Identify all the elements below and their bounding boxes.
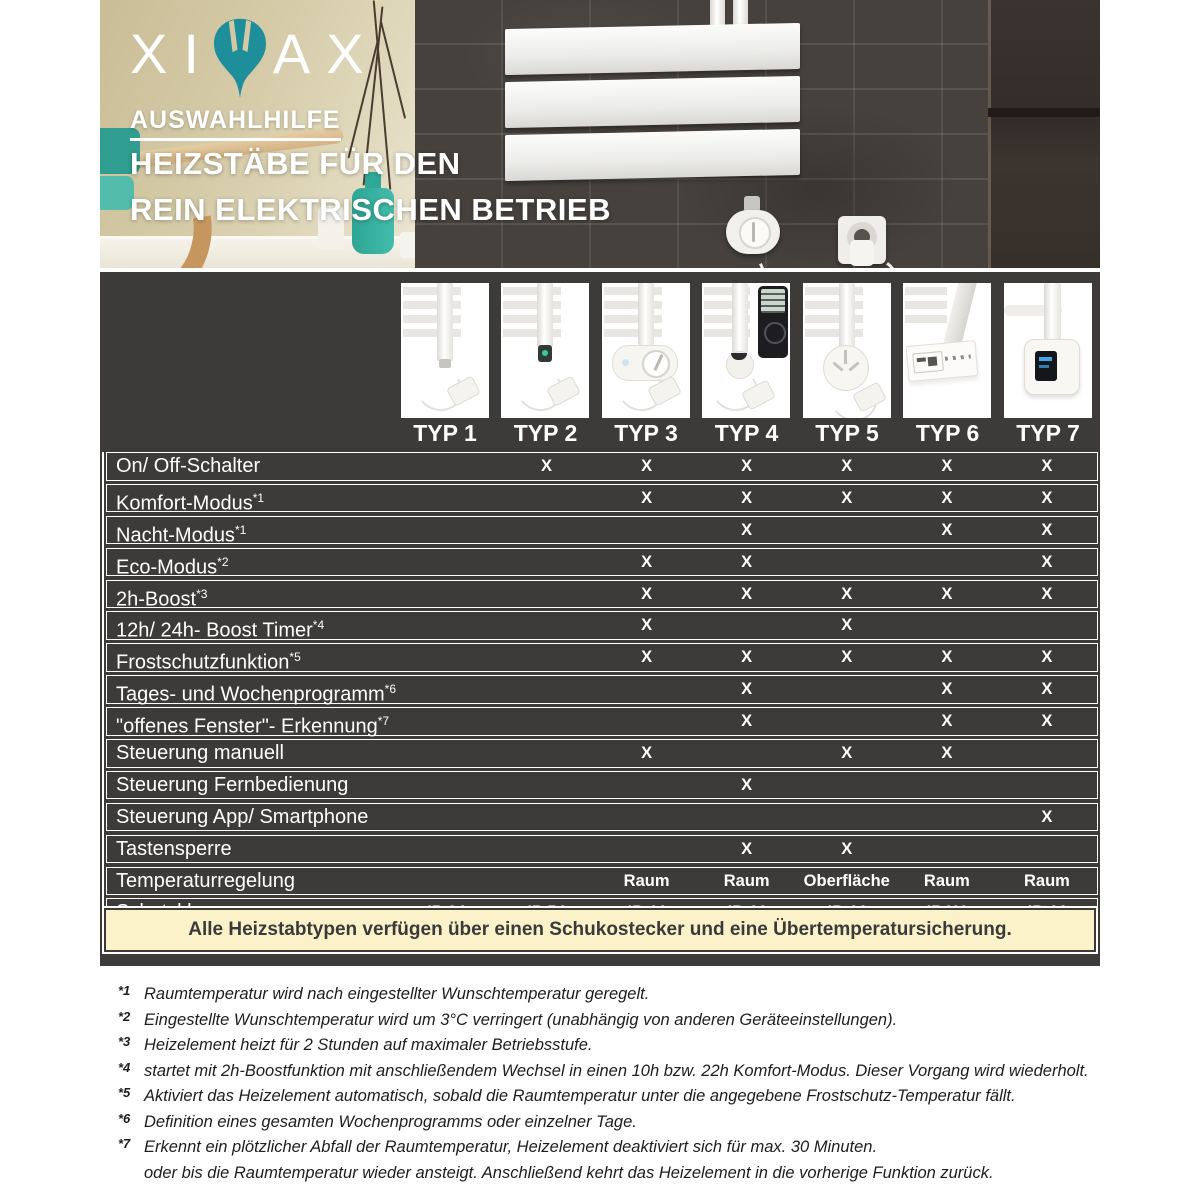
type-header: TYP 6 bbox=[915, 420, 980, 446]
feature-cell: X bbox=[841, 457, 853, 475]
heating-rod bbox=[537, 283, 553, 347]
feature-cell bbox=[797, 708, 897, 735]
table-row bbox=[106, 452, 1098, 481]
feature-cell: X bbox=[941, 648, 953, 667]
footnote-marker: *2 bbox=[118, 1008, 131, 1024]
footnote-marker: *1 bbox=[118, 983, 131, 998]
feature-cell: X bbox=[1041, 552, 1053, 571]
footnote-line bbox=[118, 1110, 1098, 1131]
type-header: TYP 1 bbox=[413, 420, 477, 446]
feature-cell bbox=[396, 517, 496, 544]
table-row bbox=[106, 516, 1098, 545]
logo-text-left: XI bbox=[130, 22, 215, 85]
feature-cell: X bbox=[941, 584, 953, 603]
heating-rod bbox=[732, 283, 748, 353]
feature-label: Tastensperre bbox=[116, 837, 232, 860]
feature-cell: Raum bbox=[1023, 871, 1070, 890]
footnote-text: oder bis die Raumtemperatur wieder ansteigt. Anschließend kehrt das Heizelement in die vorherige Funktion zurück. bbox=[144, 1163, 994, 1182]
footnote-marker: *6 bbox=[118, 1110, 131, 1126]
feature-cell: X bbox=[641, 457, 653, 475]
feature-cell: X bbox=[741, 520, 753, 539]
heating-rod bbox=[638, 283, 654, 345]
feature-cell bbox=[496, 549, 596, 576]
table-row bbox=[106, 580, 1098, 609]
feature-label: Nacht-Modus$^{*1}$ bbox=[116, 522, 247, 547]
table-row bbox=[106, 771, 1098, 800]
feature-cell bbox=[496, 485, 596, 512]
footnote-marker: *6 bbox=[384, 682, 396, 697]
logo-text-right: AX bbox=[272, 22, 380, 85]
feature-cell bbox=[797, 549, 897, 576]
radiator-panel bbox=[505, 23, 800, 75]
dark-cabinet bbox=[988, 0, 1100, 268]
feature-label: 12h/ 24h- Boost Timer$^{*4}$ bbox=[116, 618, 325, 643]
radiator-panel bbox=[505, 76, 800, 128]
feature-cell bbox=[797, 772, 897, 799]
footnote-line bbox=[118, 1085, 1098, 1105]
feature-label: On/ Off-Schalter bbox=[116, 455, 261, 477]
feature-cell: Raum bbox=[923, 871, 970, 890]
type-header: TYP 4 bbox=[714, 420, 779, 446]
feature-cell bbox=[697, 804, 797, 831]
table-row bbox=[106, 611, 1098, 643]
feature-cell: X bbox=[941, 744, 953, 763]
feature-cell: X bbox=[1041, 488, 1053, 507]
feature-cell: X bbox=[541, 457, 553, 475]
footnote-text: Heizelement heizt für 2 Stunden auf maximaler Betriebsstufe. bbox=[144, 1036, 593, 1054]
footnote-marker: *7 bbox=[118, 1136, 131, 1151]
feature-label: 2h-Boost$^{*3}$ bbox=[116, 586, 208, 611]
feature-cell bbox=[797, 804, 897, 831]
feature-cell: X bbox=[1041, 584, 1053, 603]
footnote-text: Erkennt ein plötzlicher Abfall der Raumtemperatur, Heizelement deaktiviert sich für max. 30 Minuten. bbox=[144, 1138, 878, 1156]
footnote-marker: *4 bbox=[118, 1059, 131, 1075]
feature-cell: X bbox=[841, 488, 853, 507]
footnote-line bbox=[118, 1008, 1098, 1029]
footnote-marker bbox=[118, 1162, 144, 1179]
feature-cell bbox=[797, 517, 897, 544]
feature-cell bbox=[797, 676, 897, 703]
feature-label: Tages- und Wochenprogramm$^{*6}$ bbox=[116, 682, 396, 706]
footnote-marker: *3 bbox=[118, 1034, 131, 1049]
feature-cell bbox=[496, 676, 596, 703]
feature-cell bbox=[897, 772, 997, 799]
radiator-rungs bbox=[905, 287, 947, 329]
feature-cell bbox=[697, 740, 797, 767]
footnote-line bbox=[118, 1059, 1098, 1080]
feature-cell: X bbox=[941, 488, 953, 507]
table-row bbox=[106, 548, 1098, 577]
feature-cell bbox=[597, 772, 697, 799]
table-row bbox=[106, 643, 1098, 672]
note-frame bbox=[102, 906, 1098, 954]
table-row bbox=[106, 707, 1098, 736]
feature-cell: X bbox=[741, 457, 753, 475]
feature-cell bbox=[496, 581, 596, 608]
feature-cell bbox=[496, 836, 596, 863]
feature-cell bbox=[396, 836, 496, 863]
type-header: TYP 7 bbox=[1016, 420, 1080, 446]
footnote-marker: *5 bbox=[289, 650, 301, 665]
feature-cell: X bbox=[641, 488, 653, 507]
feature-cell bbox=[396, 581, 496, 608]
element-dial-slot bbox=[752, 222, 755, 242]
footnote-text: Definition eines gesamten Wochenprogramms oder einzelner Tage. bbox=[144, 1112, 637, 1131]
feature-cell: X bbox=[741, 488, 753, 507]
feature-cell: X bbox=[941, 712, 953, 731]
feature-label: Steuerung App/ Smartphone bbox=[116, 805, 369, 828]
radiator-panel bbox=[505, 129, 800, 181]
feature-cell bbox=[496, 804, 596, 831]
feature-cell bbox=[396, 676, 496, 703]
feature-cell: X bbox=[1041, 520, 1053, 539]
footnote-marker: *1 bbox=[234, 522, 247, 537]
footnote-line bbox=[118, 1034, 1098, 1054]
feature-cell bbox=[396, 485, 496, 512]
feature-cell bbox=[496, 868, 596, 895]
feature-cell bbox=[396, 612, 496, 639]
feature-cell: Raum bbox=[623, 871, 670, 890]
footnote-text: startet mit 2h-Boostfunktion mit anschließendem Wechsel in einen 10h bzw. 22h Komfort-Modus. Dieser Vorgang wird wiederholt. bbox=[144, 1061, 1089, 1080]
feature-cell bbox=[597, 836, 697, 863]
type-header: TYP 3 bbox=[614, 420, 678, 446]
feature-cell: X bbox=[741, 839, 753, 858]
product-image-typ-3 bbox=[602, 283, 690, 418]
product-image-typ-4 bbox=[702, 283, 790, 418]
ximax-logo bbox=[130, 14, 380, 102]
feature-cell bbox=[396, 549, 496, 576]
footnote-text: Aktiviert das Heizelement automatisch, sobald die Raumtemperatur unter die angegebene Frostschutz-Temperatur fällt. bbox=[144, 1087, 1016, 1105]
feature-label: Steuerung Fernbedienung bbox=[116, 773, 349, 796]
wall-socket bbox=[838, 216, 886, 264]
footnotes bbox=[118, 983, 1098, 1190]
feature-label: Steuerung manuell bbox=[116, 742, 284, 765]
feature-cell: Oberfläche bbox=[803, 871, 890, 890]
feature-cell: X bbox=[841, 744, 853, 763]
hero-eyebrow: AUSWAHLHILFE bbox=[130, 106, 341, 141]
feature-cell bbox=[897, 836, 997, 863]
feature-cell: X bbox=[641, 552, 653, 571]
heating-rod bbox=[1044, 283, 1061, 345]
feature-label: Temperaturregelung bbox=[116, 869, 295, 892]
footnote-marker: *7 bbox=[377, 714, 390, 729]
table-row bbox=[106, 803, 1098, 832]
ximax-m-icon bbox=[209, 16, 271, 102]
heating-rod bbox=[437, 283, 453, 361]
feature-cell bbox=[597, 517, 697, 544]
type-header: TYP 5 bbox=[815, 420, 879, 446]
product-image-typ-2 bbox=[501, 283, 589, 418]
product-image-typ-5 bbox=[803, 283, 891, 418]
hero-banner bbox=[100, 0, 1100, 268]
remote-control bbox=[758, 286, 788, 358]
feature-cell: X bbox=[841, 616, 853, 635]
box-display bbox=[1035, 351, 1057, 381]
indicator-switch bbox=[538, 345, 552, 362]
feature-cell: X bbox=[741, 584, 753, 603]
feature-cell bbox=[396, 772, 496, 799]
footnote-line bbox=[118, 983, 1098, 1003]
feature-cell: X bbox=[741, 680, 753, 699]
feature-label: Komfort-Modus$^{*1}$ bbox=[116, 490, 265, 515]
feature-cell: X bbox=[941, 680, 953, 699]
feature-rows bbox=[102, 452, 1102, 930]
footnote-line bbox=[118, 1136, 1098, 1156]
footnote-marker: *3 bbox=[196, 586, 208, 601]
footnote-marker: *1 bbox=[252, 490, 265, 505]
feature-cell bbox=[496, 517, 596, 544]
feature-cell: X bbox=[841, 584, 853, 603]
feature-cell: X bbox=[1041, 457, 1053, 475]
feature-cell bbox=[697, 612, 797, 639]
feature-cell bbox=[496, 772, 596, 799]
table-row bbox=[106, 835, 1098, 864]
flat-panel-radiator bbox=[505, 26, 800, 198]
table-row bbox=[106, 867, 1098, 896]
feature-cell: X bbox=[841, 648, 853, 667]
feature-label: Eco-Modus$^{*2}$ bbox=[116, 554, 229, 579]
feature-cell: X bbox=[641, 648, 653, 667]
footnote-text: Eingestellte Wunschtemperatur wird um 3°C verringert (unabhängig von anderen Geräteeinstellungen). bbox=[144, 1010, 898, 1029]
feature-cell: Raum bbox=[723, 871, 770, 890]
feature-cell bbox=[997, 740, 1097, 767]
feature-cell bbox=[997, 612, 1097, 639]
feature-label: Frostschutzfunktion$^{*5}$ bbox=[116, 650, 301, 674]
feature-cell bbox=[597, 804, 697, 831]
footnote-marker: *4 bbox=[312, 618, 325, 633]
feature-cell: X bbox=[641, 616, 653, 635]
cabinet-seam bbox=[988, 108, 1100, 117]
feature-cell bbox=[496, 708, 596, 735]
led bbox=[622, 359, 629, 366]
panel-display bbox=[912, 351, 944, 374]
hero-title-line2: REIN ELEKTRISCHEN BETRIEB bbox=[130, 192, 611, 227]
footnote-text: Raumtemperatur wird nach eingestellter Wunschtemperatur geregelt. bbox=[144, 985, 650, 1003]
feature-cell: X bbox=[641, 744, 653, 763]
feature-cell: X bbox=[741, 712, 753, 731]
footnote-marker: *2 bbox=[217, 554, 229, 569]
hero-title-line1: HEIZSTÄBE FÜR DEN bbox=[130, 146, 461, 181]
feature-cell bbox=[997, 836, 1097, 863]
element-dial bbox=[739, 217, 771, 249]
table-row bbox=[106, 675, 1098, 704]
feature-cell: X bbox=[941, 520, 953, 539]
footnote-marker: *5 bbox=[118, 1085, 131, 1100]
feature-cell bbox=[396, 804, 496, 831]
feature-cell: X bbox=[741, 775, 753, 794]
product-image-typ-7 bbox=[1004, 283, 1092, 418]
feature-cell bbox=[897, 549, 997, 576]
feature-cell bbox=[597, 676, 697, 703]
feature-cell: X bbox=[1041, 680, 1053, 699]
comparison-table bbox=[100, 272, 1100, 966]
feature-cell bbox=[496, 612, 596, 639]
feature-cell bbox=[396, 644, 496, 671]
product-image-typ-6 bbox=[903, 283, 991, 418]
feature-cell bbox=[496, 740, 596, 767]
feature-cell bbox=[396, 868, 496, 895]
feature-cell bbox=[396, 740, 496, 767]
table-row bbox=[106, 739, 1098, 768]
feature-cell bbox=[396, 453, 496, 480]
feature-label: "offenes Fenster"- Erkennung$^{*7}$ bbox=[116, 714, 390, 738]
teal-towel bbox=[100, 176, 134, 210]
feature-cell bbox=[897, 804, 997, 831]
remote-buttons bbox=[764, 322, 786, 344]
feature-cell: X bbox=[1041, 807, 1053, 826]
feature-cell: X bbox=[1041, 648, 1053, 667]
feature-cell bbox=[597, 708, 697, 735]
panel-buttons bbox=[945, 354, 971, 360]
type-header: TYP 2 bbox=[513, 420, 578, 446]
note-text: Alle Heizstabtypen verfügen über einen Schukostecker und eine Übertemperatursicherung. bbox=[106, 910, 1094, 950]
remote-display bbox=[761, 289, 785, 313]
feature-cell: X bbox=[741, 552, 753, 571]
feature-cell bbox=[897, 612, 997, 639]
feature-cell bbox=[997, 772, 1097, 799]
feature-cell: X bbox=[641, 584, 653, 603]
feature-cell: X bbox=[941, 457, 953, 475]
heating-rod bbox=[839, 283, 855, 349]
control-panel bbox=[906, 340, 979, 382]
feature-cell: X bbox=[1041, 712, 1053, 731]
footnote-line bbox=[118, 1165, 1098, 1182]
feature-cell bbox=[496, 644, 596, 671]
rod-cap bbox=[439, 359, 451, 368]
feature-cell bbox=[396, 708, 496, 735]
product-image-typ-1 bbox=[401, 283, 489, 418]
table-row bbox=[106, 484, 1098, 513]
feature-cell: X bbox=[741, 648, 753, 667]
smart-control-box bbox=[1024, 339, 1080, 395]
feature-cell: X bbox=[841, 839, 853, 858]
